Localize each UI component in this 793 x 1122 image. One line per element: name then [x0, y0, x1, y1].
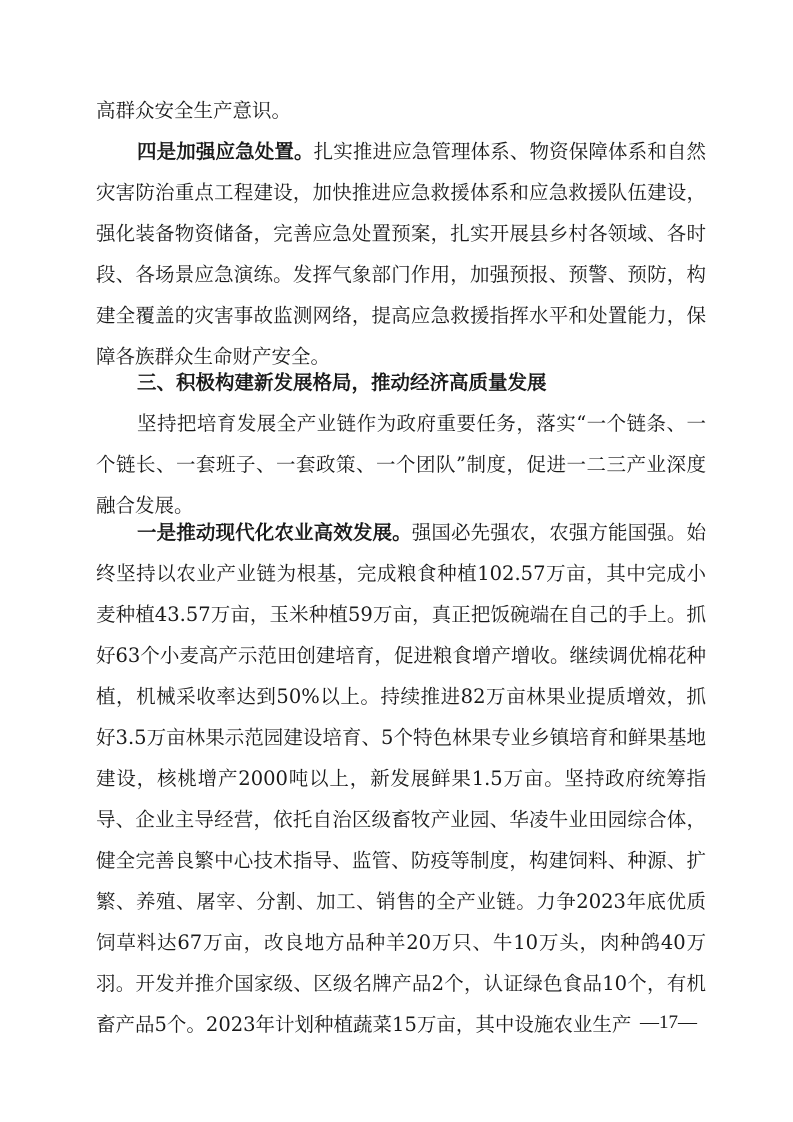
paragraph-text: 扎实推进应急管理体系、物资保障体系和自然灾害防治重点工程建设，加快推进应急救援体系和应急救援队伍建设，强化装备物资储备，完善应急处置预案，扎实开展县乡村各领域、各时段、各场景应急演练。发挥气象部门作用，加强预报、预警、预防，构建全覆盖的灾害事故监测网络，提高应急救援指挥水平和处置能力，保障各族群众生命财产安全。 [96, 140, 706, 368]
paragraph-lead: 一是推动现代化农业高效发展。 [137, 521, 412, 544]
paragraph-text: 坚持把培育发展全产业链作为政府重要任务，落实“一个链条、一个链长、一套班子、一套政策、一个团队”制度，促进一二三产业深度融合发展。 [96, 412, 706, 517]
paragraph-emergency [96, 131, 706, 377]
paragraph-text: 高群众安全生产意识。 [96, 99, 292, 122]
paragraph-text: 强国必先强农，农强方能国强。始终坚持以农业产业链为根基，完成粮食种植102.57万亩，其中完成小麦种植43.57万亩，玉米种植59万亩，真正把饭碗端在自己的手上。抓好63个小麦高产示范田创建培育，促进粮食增产增收。继续调优棉花种植，机械采收率达到50%以上。持续推进82万亩林果业提质增效，抓好3.5万亩林果示范园建设培育、5个特色林果专业乡镇培育和鲜果基地建设，核桃增产2000吨以上，新发展鲜果1.5万亩。坚持政府统筹指导、企业主导经营，依托自治区级畜牧产业园、华凌牛业田园综合体，健全完善良繁中心技术指导、监管、防疫等制度，构建饲料、种源、扩繁、养殖、屠宰、分割、加工、销售的全产业链。力争2023年底优质饲草料达67万亩，改良地方品种羊20万只、牛10万头，肉种鸽40万羽。开发并推介国家级、区级名牌产品2个，认证绿色食品10个，有机畜产品5个。2023年计划种植蔬菜15万亩，其中设施农业生产 [96, 521, 706, 1036]
page-number: —17— [640, 1012, 697, 1033]
paragraph-lead: 四是加强应急处置。 [137, 140, 314, 163]
paragraph-agriculture [96, 512, 706, 1045]
paragraph-industry-chain [96, 403, 706, 526]
section-heading: 三、积极构建新发展格局，推动经济高质量发展 [137, 371, 547, 394]
paragraph-continuation [96, 90, 706, 131]
